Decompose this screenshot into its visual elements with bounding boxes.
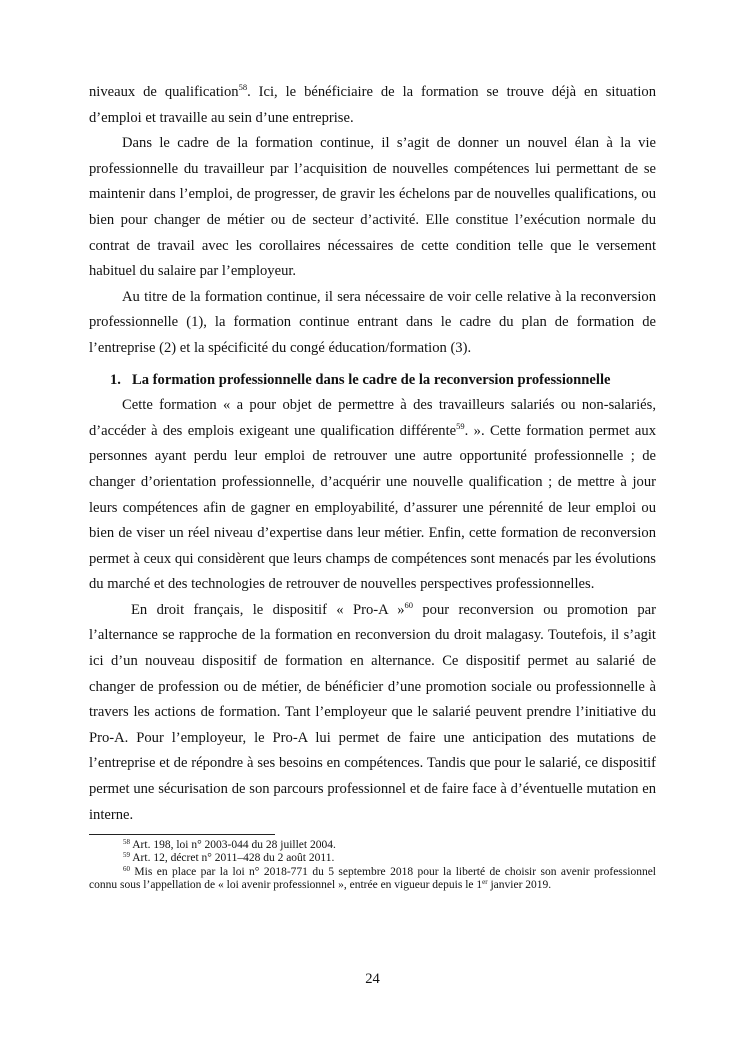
footnote-60: $^{60}$ Mis en place par la loi n° 2018-771 du 5 septembre 2018 pour la liberté de choisir son avenir professionnel connu sous l’appellation de « loi avenir professionnel », entrée en vigueur depuis le 1er janvier 2019. [89, 864, 656, 891]
footnote-separator [89, 834, 275, 835]
paragraph-1: niveaux de qualification$^{58}$. Ici, le bénéficiaire de la formation se trouve déjà en situation d’emploi et travaille au sein d’une entreprise. [89, 82, 656, 126]
section-heading: 1. La formation professionnelle dans le cadre de la reconversion professionnelle [110, 371, 611, 388]
document-page [89, 80, 656, 892]
page-number: 24 [365, 971, 380, 987]
paragraph-2: Dans le cadre de la formation continue, il s’agit de donner un nouvel élan à la vie professionnelle du travailleur par l’acquisition de nouvelles compétences lui permettant de se maintenir dans l’emploi, de progresser, de gravir les échelons par de nouvelles qualifications, ou bien pour changer de métier ou de secteur d’activité. Elle constitue l’exécution normale du contrat de travail avec les corollaires nécessaires de cette condition telle que le versement habituel du salaire par l’employeur. [89, 135, 656, 280]
footnote-ref-58[interactable]: 58 [238, 82, 248, 92]
footnote-ref-59[interactable]: 59 [456, 420, 465, 431]
paragraph-5: En droit français, le dispositif « Pro-A »$^{60}$ pour reconversion ou promotion par l’alternance se rapproche de la formation en reconversion du droit malagasy. Toutefois, il s’agit ici d’un nouveau dispositif de formation en alternance. Ce dispositif permet au salarié de changer de profession ou de métier, de bénéficier d’une promotion sociale ou professionnelle à travers les actions de formation. Tant l’employeur que le salarié peuvent prendre l’initiative du Pro-A. Pour l’employeur, le Pro-A lui permet de faire une anticipation des mutations de l’entreprise et de répondre à ses besoins en compétences. Tandis que pour le salarié, ce dispositif permet une sécurisation de son parcours professionnel et de faire face à d’éventuelle mutation en interne. [89, 599, 656, 823]
footnote-58: $^{58}$ Art. 198, loi n° 2003-044 du 28 juillet 2004. [123, 838, 336, 852]
paragraph-3: Au titre de la formation continue, il sera nécessaire de voir celle relative à la reconversion professionnelle (1), la formation continue entrant dans le cadre du plan de formation de l’entreprise (2) et la spécificité du congé éducation/formation (3). [89, 288, 656, 356]
footnote-ref-60[interactable]: 60 [404, 599, 413, 610]
footnote-59: $^{59}$ Art. 12, décret n° 2011–428 du 2 août 2011. [123, 851, 335, 865]
paragraph-4: Cette formation « a pour objet de permettre à des travailleurs salariés ou non-salariés, d’accéder à des emplois exigeant une qualification différente$^{59}$. ». Cette formation permet aux personnes ayant perdu leur emploi de retrouver une autre opportunité professionnelle ; de changer d’orientation professionnelle, d’acquérir une nouvelle qualification ; de mettre à jour leurs compétences afin de gagner en employabilité, d’assurer une pérennité de leur emploi ou bien de viser un réel niveau d’expertise dans leur métier. Enfin, cette formation de reconversion permet à ceux qui considèrent que leurs champs de compétences sont menacés par les évolutions du marché et des technologies de retrouver de nouvelles perspectives professionnelles. [89, 397, 656, 593]
